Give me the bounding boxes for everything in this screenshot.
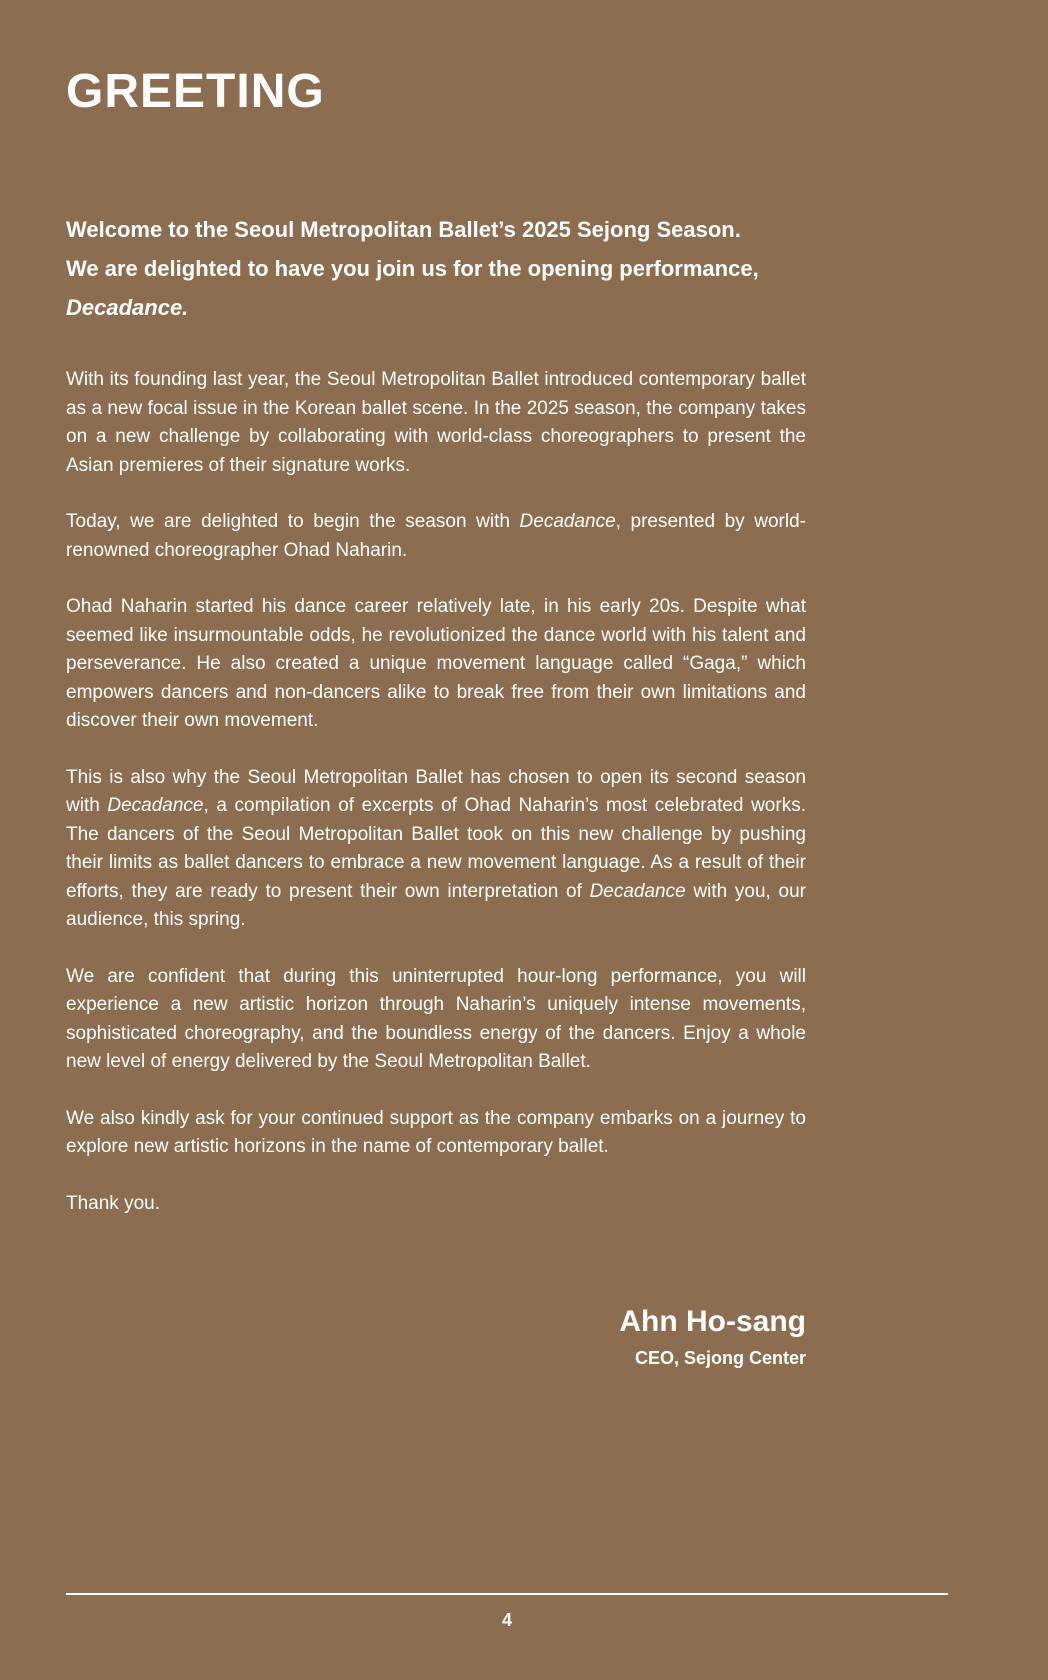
paragraph-4-end: with you, our audience, this spring. bbox=[66, 880, 806, 930]
intro-line-3: Decadance. bbox=[66, 295, 189, 320]
signatory-title: CEO, Sejong Center bbox=[634, 1348, 806, 1368]
paragraph-2-title: Decadance bbox=[519, 511, 616, 532]
paragraph-2-start: Today, we are delighted to begin the season with bbox=[66, 511, 520, 532]
paragraph-2 bbox=[66, 508, 806, 565]
paragraph-4 bbox=[66, 764, 806, 935]
intro-line-1: Welcome to the Seoul Metropolitan Ballet’s 2025 Sejong Season. bbox=[66, 217, 741, 242]
intro-statement bbox=[66, 210, 826, 327]
paragraph-4-middle: , a compilation of excerpts of Ohad Naharin’s most celebrated works. The dancers of the Seoul Metropolitan Ballet took on this new challenge by pushing their limits as ballet dancers to embrace a new movement language. As a result of their efforts, they are ready to present their own interpretation of bbox=[66, 795, 806, 902]
page-number: 4 bbox=[501, 1610, 512, 1630]
intro-line-2: We are delighted to have you join us for the opening performance, bbox=[66, 256, 759, 281]
paragraph-1: With its founding last year, the Seoul Metropolitan Ballet introduced contemporary ballet as a new focal issue in the Korean ballet scene. In the 2025 season, the company takes on a new challenge by collaborating with world-class choreographers to present the Asian premieres of their signature works. bbox=[66, 369, 806, 476]
greeting-body bbox=[66, 366, 806, 1246]
paragraph-2-end: , presented by world-renowned choreographer Ohad Naharin. bbox=[66, 511, 806, 561]
paragraph-3: Ohad Naharin started his dance career relatively late, in his early 20s. Despite what seemed like insurmountable odds, he revolutionized the dance world with his talent and perseverance. He also created a unique movement language called “Gaga,” which empowers dancers and non-dancers alike to break free from their own limitations and discover their own movement. bbox=[66, 596, 806, 731]
paragraph-6: We also kindly ask for your continued support as the company embarks on a journey to explore new artistic horizons in the name of contemporary ballet. bbox=[66, 1107, 806, 1157]
footer-divider bbox=[66, 1593, 948, 1595]
signatory-name: Ahn Ho-sang bbox=[619, 1305, 806, 1338]
paragraph-4-title-2: Decadance bbox=[589, 880, 686, 902]
paragraph-4-start: This is also why the Seoul Metropolitan Ballet has chosen to open its second season with bbox=[66, 766, 806, 816]
paragraph-7: Thank you. bbox=[66, 1192, 160, 1214]
paragraph-5: We are confident that during this uninterrupted hour-long performance, you will experience a new artistic horizon through Naharin’s uniquely intense movements, sophisticated choreography, and the boundless energy of the dancers. Enjoy a whole new level of energy delivered by the Seoul Metropolitan Ballet. bbox=[66, 965, 806, 1072]
page-title: GREETING bbox=[66, 65, 325, 118]
paragraph-4-title-1: Decadance bbox=[107, 795, 204, 816]
signature-block bbox=[619, 1302, 806, 1374]
